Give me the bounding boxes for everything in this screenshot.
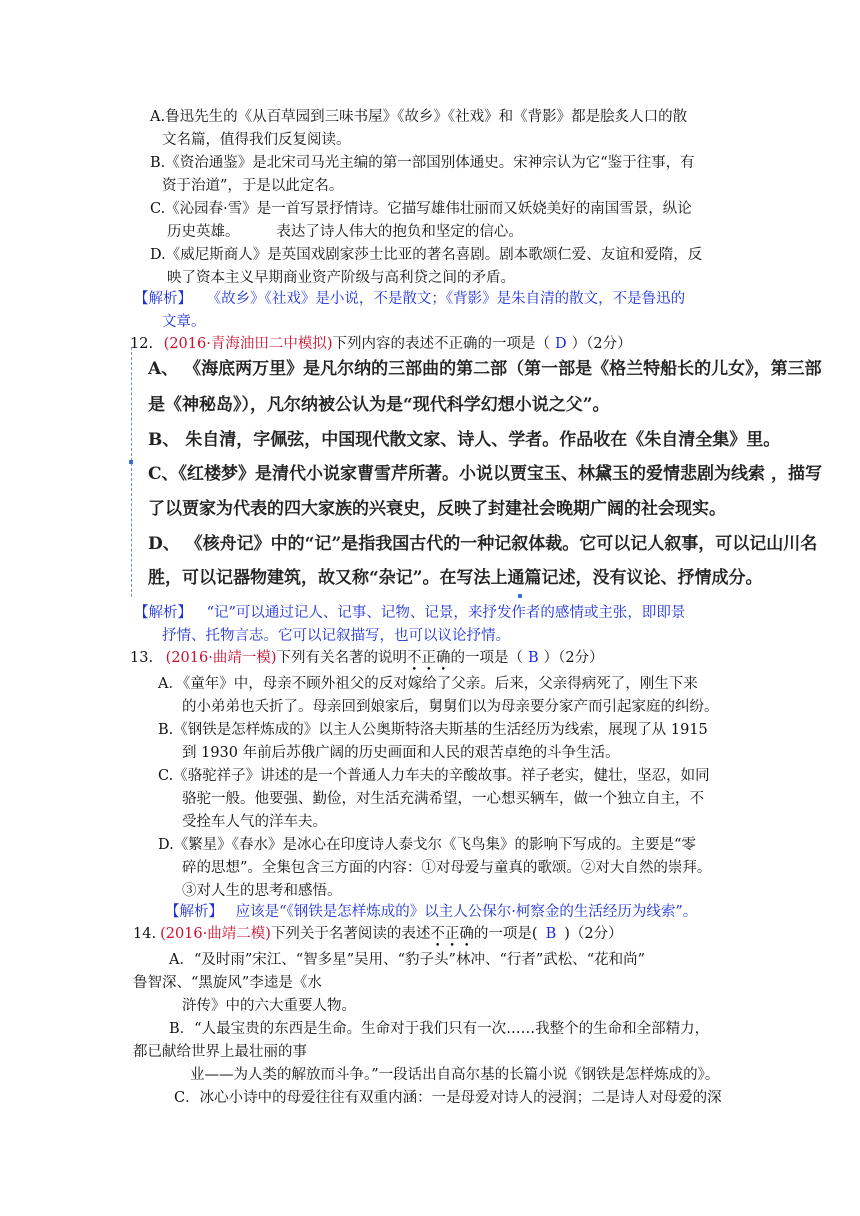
q12-analysis-cont: 抒情、托物言志。它可以记叙描写，也可以议论抒情。 — [162, 628, 510, 644]
q14-option-a: A．“及时雨”宋江、“智多星”吴用、“豹子头”林冲、“行者”武松、“花和尚” — [169, 952, 646, 968]
q12-option-a-cont: 是《神秘岛》），凡尔纳被公认为是“现代科学幻想小说之父”。 — [148, 395, 610, 415]
q12-option-a: A、 《海底两万里》是凡尔纳的三部曲的第二部（第一部是《格兰特船长的儿女》，第三部 — [148, 359, 822, 379]
q11-option-c: C.《沁园春·雪》是一首写景抒情诗。它描写雄伟壮丽而又妖娆美好的南国雪景，纵论 — [150, 201, 692, 217]
q11-option-b-cont: 资于治道”，于是以此定名。 — [162, 178, 344, 194]
question-number: 13. — [130, 650, 154, 666]
q12-option-d-cont: 胜，可以记器物建筑，故又称“杂记”。在写法上通篇记述，没有议论、抒情成分。 — [148, 568, 763, 588]
analysis-text: 应该是“《钢铁是怎样炼成的》以主人公保尔·柯察金的生活经历为线索”。 — [235, 904, 698, 920]
question-stem: 下列有关名著的说明 — [276, 650, 407, 666]
q13-option-c: C.《骆驼祥子》讲述的是一个普通人力车夫的辛酸故事。祥子老实，健壮，坚忍，如同 — [158, 768, 710, 784]
analysis-text: “记”可以通过记人、记事、记物、记景，来抒发作者的感情或主张，即即景 — [206, 605, 686, 621]
q11-analysis — [134, 289, 685, 309]
q11-option-d: D.《威尼斯商人》是英国戏剧家莎士比亚的著名喜剧。剧本歌颂仁爱、友谊和爱隋，反 — [150, 247, 703, 263]
resize-handle[interactable] — [129, 460, 133, 464]
emphasis-char: 确 — [436, 650, 451, 666]
q13-analysis — [165, 902, 697, 922]
emphasis-char: 不 — [430, 926, 445, 942]
q13-option-c-cont: 骆驼一般。他要强、勤俭，对生活充满希望，一心想买辆车，做一个独立自主，不 — [182, 791, 704, 807]
q14-option-b: B．“人最宝贵的东西是生命。生命对于我们只有一次……我整个的生命和全部精力， — [169, 1021, 710, 1037]
q13-option-a: A．《童年》中，母亲不顾外祖父的反对嫁给了父亲。后来，父亲得病死了，刚生下来 — [158, 676, 698, 692]
question-number: 14. — [133, 926, 157, 942]
question-stem-end: 的一项是（ — [450, 650, 523, 666]
question-source: (2016·曲靖一模) — [165, 650, 277, 666]
question-stem: 下列内容的表述不正确的一项是（ — [332, 336, 550, 352]
question-number: 12. — [130, 336, 154, 352]
q11-analysis-cont: 文章。 — [162, 314, 206, 330]
emphasis-char: 确 — [459, 926, 474, 942]
q14-option-b-cont: 都已献给世界上最壮丽的事 — [133, 1044, 307, 1060]
q11-option-c-cont: 历史英雄。 表达了诗人伟大的抱负和坚定的信心。 — [167, 224, 523, 240]
q12-stem — [130, 334, 632, 354]
resize-handle[interactable] — [518, 594, 522, 598]
question-tail: ）（2分） — [571, 336, 632, 352]
q12-option-b: B、 朱自清，字佩弦，中国现代散文家、诗人、学者。作品收在《朱自清全集》里。 — [148, 430, 781, 450]
q13-option-d-cont2: ③对人生的思考和感悟。 — [182, 883, 342, 899]
analysis-label: 【解析】 — [134, 605, 192, 621]
analysis-text: 《故乡》《社戏》是小说，不是散文；《背影》是朱自清的散文，不是鲁迅的 — [206, 291, 686, 307]
question-source: (2016·曲靖二模) — [160, 926, 271, 942]
q13-option-d: D.《繁星》《春水》是冰心在印度诗人泰戈尔《飞鸟集》的影响下写成的。主要是“零 — [158, 837, 696, 853]
answer-letter: B — [528, 650, 539, 666]
q14-option-a-cont2: 浒传》中的六大重要人物。 — [182, 998, 356, 1014]
q13-option-c-cont2: 受拴车人气的洋车夫。 — [182, 814, 327, 830]
emphasis-char: 不 — [407, 650, 422, 666]
q12-analysis — [134, 603, 685, 623]
q11-option-b: B.《资治通鉴》是北宋司马光主编的第一部国别体通史。宋神宗认为它“鉴于往事，有 — [150, 155, 695, 171]
answer-letter: B — [545, 926, 557, 942]
q13-option-b-cont: 到 1930 年前后苏俄广阔的历史画面和人民的艰苦卓绝的斗争生活。 — [182, 745, 620, 761]
q12-option-d: D、 《核舟记》中的“记”是指我国古代的一种记叙体裁。它可以记人叙事，可以记山川名 — [148, 534, 818, 554]
q13-option-d-cont: 碎的思想”。全集包含三方面的内容：①对母爱与童真的歌颂。②对大自然的崇拜。 — [182, 860, 712, 876]
emphasis-char: 正 — [444, 926, 460, 942]
q13-option-b: B.《钢铁是怎样炼成的》以主人公奥斯特洛夫斯基的生活经历为线索，展现了从 1915 — [158, 722, 708, 738]
analysis-label: 【解析】 — [165, 904, 223, 920]
q12-option-c-cont: 了以贾家为代表的四大家族的兴衰史，反映了封建社会晚期广阔的社会现实。 — [148, 499, 726, 519]
answer-letter: D — [555, 336, 567, 352]
question-stem: 下列关于名著阅读的表述 — [270, 926, 431, 942]
q11-option-a: A.鲁迅先生的《从百草园到三味书屋》《故乡》《社戏》和《背影》都是脍炙人口的散 — [150, 109, 688, 125]
question-tail: )（2分） — [564, 926, 623, 942]
question-stem-end: 的一项是( — [473, 926, 538, 942]
q14-option-a-cont: 鲁智深、“黑旋风”李逵是《水 — [133, 975, 322, 991]
question-source: (2016·青海油田二中模拟) — [163, 336, 333, 352]
text-box-border — [131, 347, 132, 597]
q13-option-a-cont: 的小弟弟也夭折了。母亲回到娘家后，舅舅们以为母亲要分家产而引起家庭的纠纷。 — [182, 699, 719, 715]
q11-option-d-cont: 映了资本主义早期商业资产阶级与高利贷之间的矛盾。 — [167, 270, 515, 286]
analysis-label: 【解析】 — [134, 291, 192, 307]
q14-option-b-cont2: 业——为人类的解放而斗争。”一段话出自高尔基的长篇小说《钢铁是怎样炼成的》。 — [190, 1067, 720, 1083]
q14-stem — [133, 924, 623, 944]
emphasis-char: 正 — [421, 650, 436, 666]
q13-stem — [130, 648, 604, 668]
q11-option-a-cont: 文名篇，值得我们反复阅读。 — [162, 132, 351, 148]
q12-option-c: C、《红楼梦》是清代小说家曹雪芹所著。小说以贾宝玉、林黛玉的爱情悲剧为线索 ，描写 — [148, 464, 822, 484]
q14-option-c: C．冰心小诗中的母爱往往有双重内涵：一是母爱对诗人的浸润；二是诗人对母爱的深 — [174, 1090, 722, 1106]
question-tail: ）（2分） — [543, 650, 604, 666]
